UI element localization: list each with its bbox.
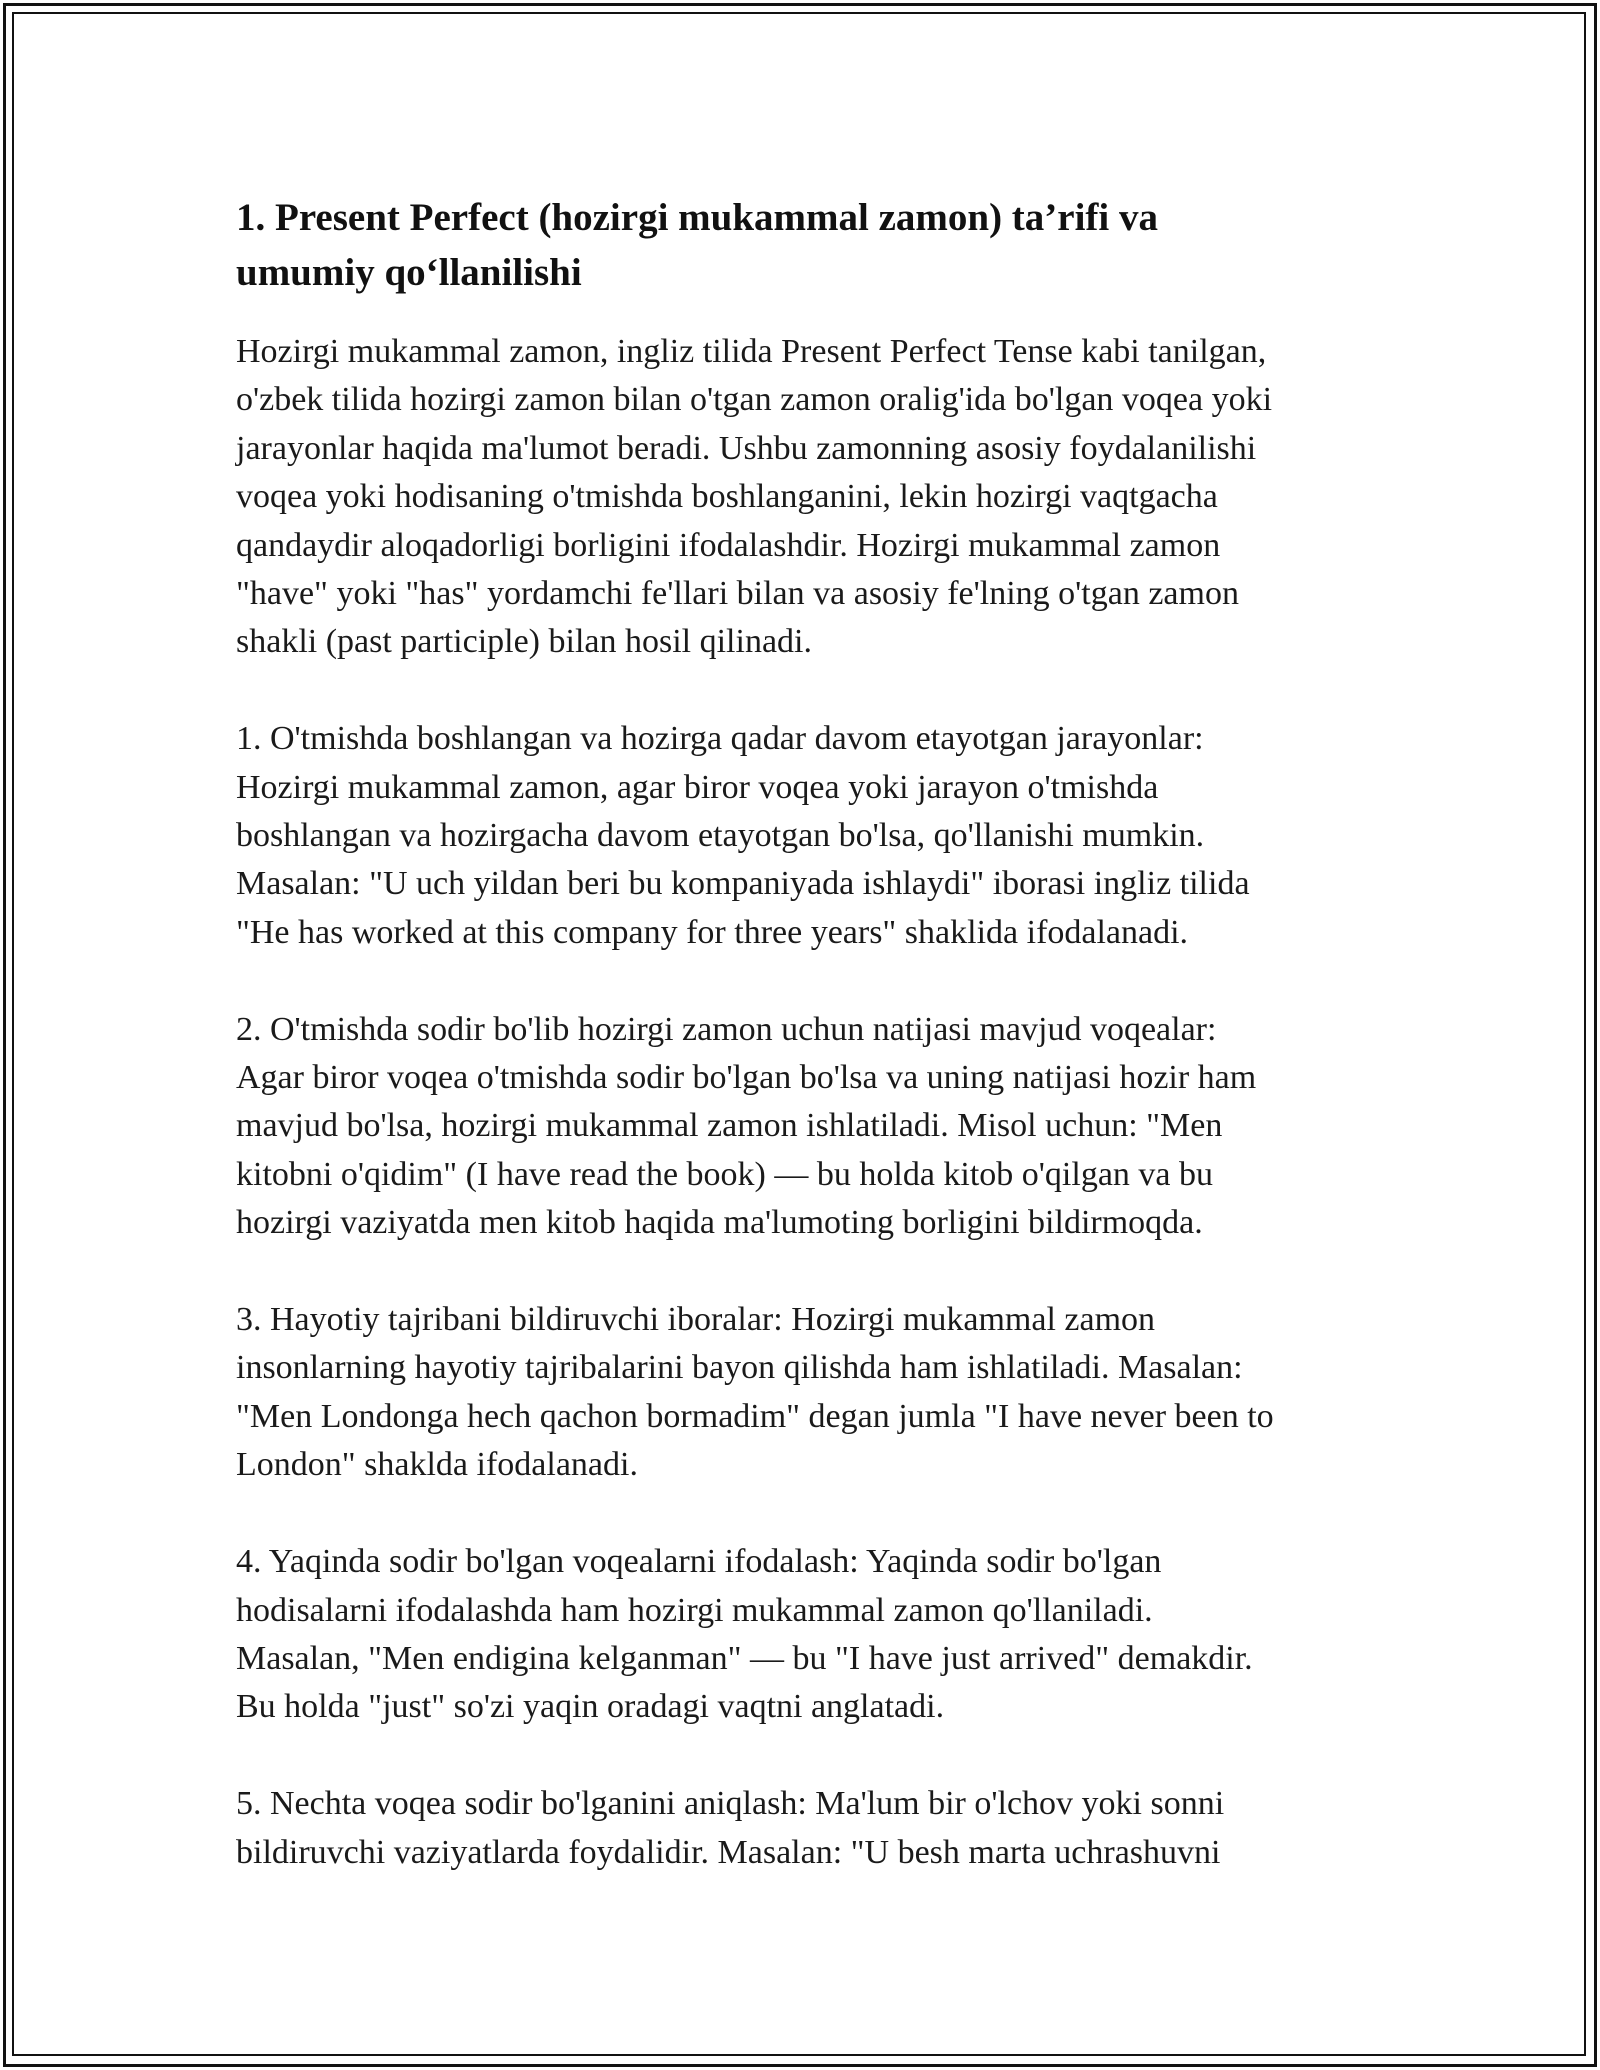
usage-paragraph-5: 5. Nechta voqea sodir bo'lganini aniqlash: Ma'lum bir o'lchov yoki sonni bildiruvchi vaziyatlarda foydalidir. Masalan: "U besh marta uchrashuvni [236,1785,1225,1871]
usage-paragraph-2: 2. O'tmishda sodir bo'lib hozirgi zamon uchun natijasi mavjud voqealar: Agar biror voqea o'tmishda sodir bo'lgan bo'lsa va uning natijasi hozir ham mavjud bo'lsa, hozirgi mukammal zamon ishlatiladi. Misol uchun: "Men kitobni o'qidim" (I have read the book) — bu holda kitob o'qilgan va bu hozirgi vaziyatda men kitob haqida ma'lumoting borligini bildirmoqda. [236,1010,1257,1242]
intro-paragraph: Hozirgi mukammal zamon, ingliz tilida Present Perfect Tense kabi tanilgan, o'zbek tilida hozirgi zamon bilan o'tgan zamon oralig'ida bo'lgan voqea yoki jarayonlar haqida ma'lumot beradi. Ushbu zamonning asosiy foydalanilishi voqea yoki hodisaning o'tmishda boshlanganini, lekin hozirgi vaqtgacha qandaydir aloqadorligi borligini ifodalashdir. Hozirgi mukammal zamon "have" yoki "has" yordamchi fe'llari bilan va asosiy fe'lning o'tgan zamon shakli (past participle) bilan hosil qilinadi. [236,333,1273,661]
section-heading: 1. Present Perfect (hozirgi mukammal zamon) ta’rifi va umumiy qo‘llanilishi [236,196,1159,294]
document-body [236,190,1366,1925]
usage-paragraph-1: 1. O'tmishda boshlangan va hozirga qadar davom etayotgan jarayonlar: Hozirgi mukammal zamon, agar biror voqea yoki jarayon o'tmishda boshlangan va hozirgacha davom etayotgan bo'lsa, qo'llanishi mumkin. Masalan: "U uch yildan beri bu kompaniyada ishlaydi" iborasi ingliz tilida "He has worked at this company for three years" shaklida ifodalanadi. [236,720,1250,951]
usage-paragraph-3: 3. Hayotiy tajribani bildiruvchi iboralar: Hozirgi mukammal zamon insonlarning hayotiy tajribalarini bayon qilishda ham ishlatiladi. Masalan: "Men Londonga hech qachon bormadim" degan jumla "I have never been to London" shaklda ifodalanadi. [236,1301,1274,1484]
usage-paragraph-4: 4. Yaqinda sodir bo'lgan voqealarni ifodalash: Yaqinda sodir bo'lgan hodisalarni ifodalashda ham hozirgi mukammal zamon qo'llaniladi. Masalan, "Men endigina kelganman" — bu "I have just arrived" demakdir. Bu holda "just" so'zi yaqin oradagi vaqtni anglatadi. [236,1543,1253,1726]
